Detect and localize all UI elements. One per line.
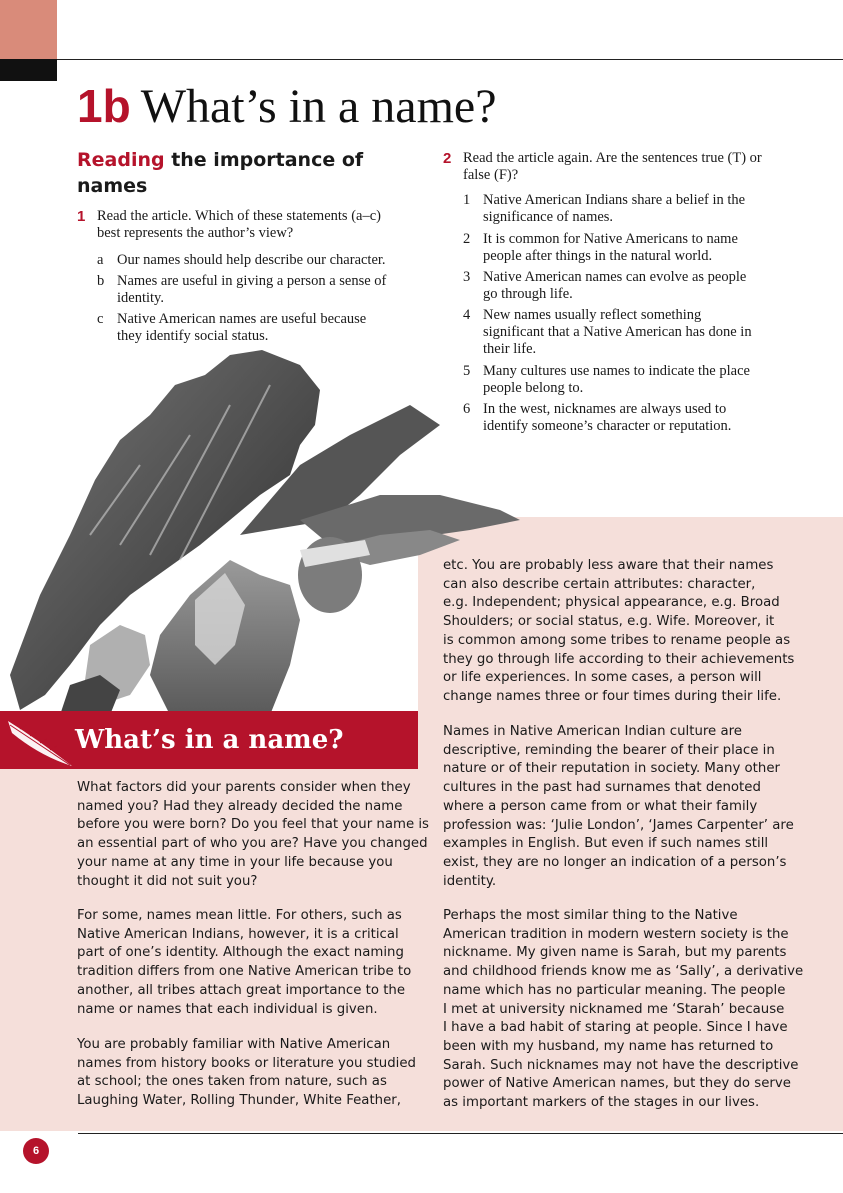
option-text: Names are useful in giving a person a sense of <box>117 273 387 289</box>
task-2-line: Read the article again. Are the sentences true (T) or <box>463 150 762 166</box>
option-letter: c <box>97 311 104 327</box>
task-1-line: Read the article. Which of these statements (a–c) <box>97 208 381 224</box>
reading-heading <box>77 147 407 199</box>
option-letter: b <box>97 273 105 289</box>
article-paragraph: For some, names mean little. For others, such as Native American Indians, however, it is a critical part of one’s identity. Although the exact naming tradition differs from one Native American tribe to another, all tribes attach great importance to the name or names that each individual is given. <box>77 908 412 1017</box>
item-number: 3 <box>463 269 471 285</box>
native-american-dancer-photo <box>0 345 520 715</box>
item-text: go through life. <box>483 286 573 302</box>
item-number: 4 <box>463 307 471 323</box>
article-paragraph: Names in Native American Indian culture are descriptive, reminding the bearer of their place in nature or of their reputation in society. Many other cultures in the past had surnames that denoted where a person came from or what their family profession was: ‘Julie London’, ‘James Carpenter’ are examples in English. But even if such names still exist, they are no longer an indication of a person’s identity. <box>443 724 794 889</box>
feather-icon <box>0 711 80 769</box>
item-text: Many cultures use names to indicate the place <box>483 363 750 379</box>
corner-tab-dark <box>0 59 57 81</box>
reading-keyword: Reading <box>77 149 165 171</box>
article-title: What’s in a name? <box>75 725 344 755</box>
reading-heading-text: the importance of names <box>77 149 364 197</box>
item-text: significant that a Native American has done in <box>483 324 752 340</box>
option-letter: a <box>97 252 104 268</box>
item-text: identify someone’s character or reputation. <box>483 418 732 434</box>
article-paragraph: You are probably familiar with Native American names from history books or literature you studied at school; the ones taken from nature, such as Laughing Water, Rolling Thunder, White Feather, <box>77 1037 416 1109</box>
task-2-instruction <box>443 150 803 186</box>
item-number: 2 <box>463 231 471 247</box>
option-text: Our names should help describe our character. <box>117 252 386 268</box>
unit-number: 1b <box>77 80 131 132</box>
page-number: 6 <box>23 1138 49 1164</box>
unit-title: What’s in a name? <box>140 80 497 133</box>
item-text: New names usually reflect something <box>483 307 702 323</box>
item-text: Native American Indians share a belief in the <box>483 192 746 208</box>
task-1-instruction <box>77 208 422 244</box>
task-1-number: 1 <box>77 208 86 225</box>
article-paragraph: etc. You are probably less aware that their names can also describe certain attributes: character, e.g. Independent; physical appearance, e.g. Broad Shoulders; or social status, e.g. Wife. Moreover, it is common among some tribes to rename people as they go through life according to their achievements or life experiences. In some cases, a person will change names three or four times during their life. <box>443 558 795 704</box>
item-text: It is common for Native Americans to name <box>483 231 738 247</box>
item-text: Native American names can evolve as people <box>483 269 747 285</box>
item-text: their life. <box>483 341 537 357</box>
item-text: In the west, nicknames are always used to <box>483 401 727 417</box>
item-text: significance of names. <box>483 209 614 225</box>
task-2-number: 2 <box>443 150 452 167</box>
item-number: 6 <box>463 401 471 417</box>
option-text: identity. <box>117 290 164 306</box>
item-number: 5 <box>463 363 471 379</box>
task-2-line: false (F)? <box>463 167 519 183</box>
task-1-line: best represents the author’s view? <box>97 225 294 241</box>
item-text: people after things in the natural world. <box>483 248 713 264</box>
option-text: Native American names are useful because <box>117 311 367 327</box>
option-text: they identify social status. <box>117 328 269 344</box>
article-paragraph: Perhaps the most similar thing to the Native American tradition in modern western society is the nickname. My given name is Sarah, but my parents and childhood friends know me as ‘Sally’, a derivative name which has no particular meaning. The people I met at university nicknamed me ‘Starah’ because I have a bad habit of staring at people. Since I have been with my husband, my name has returned to Sarah. Such nicknames may not have the descriptive power of Native American names, but they do serve as important markers of the stages in our lives. <box>443 908 804 1111</box>
corner-tab <box>0 0 57 59</box>
item-text: people belong to. <box>483 380 584 396</box>
article-paragraph: What factors did your parents consider when they named you? Had they already decided the name before you were born? Do you feel that your name is an essential part of who you are? Have you changed your name at any time in your life because you thought it did not suit you? <box>77 780 429 889</box>
item-number: 1 <box>463 192 471 208</box>
page-title <box>77 78 497 135</box>
top-divider <box>57 59 843 60</box>
bottom-divider <box>78 1133 843 1134</box>
